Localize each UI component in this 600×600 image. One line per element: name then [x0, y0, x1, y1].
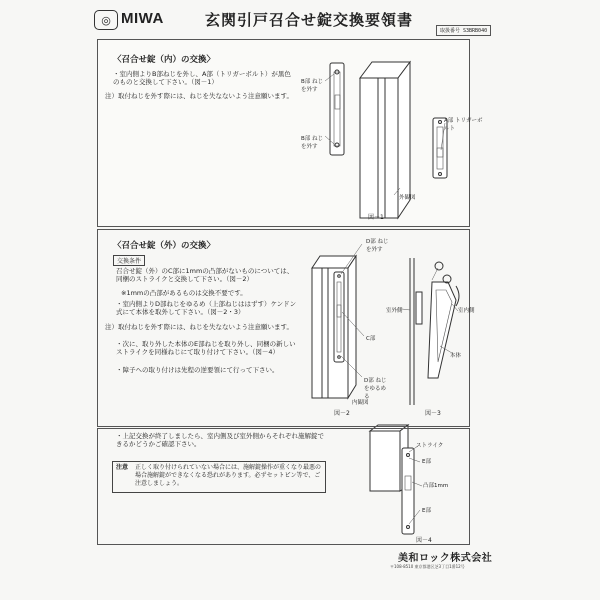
section1-step: ・室内側よりB部ねじを外し、A部（トリガーボルト）が黒色のものと交換して下さい。（図－1） [113, 70, 291, 87]
document-code: 取扱番号 S3BRB040 [436, 25, 491, 36]
label-inside-view: 内観図 [352, 400, 369, 406]
label-indoor: 室内側 [458, 308, 475, 314]
label-b-top: B部 ねじを外す [301, 79, 324, 93]
miwa-logo-icon: ◎ [94, 10, 118, 30]
company-address: 〒108-8510 東京都港区芝3丁目1番12号 [390, 564, 465, 569]
figure1-caption: 図－1 [368, 214, 384, 221]
section2-step2: ・次に、取り外した本体のE部ねじを取り外し、同梱の新しいストライクを同様ねじにて取り付けて下さい。（図－4） [116, 340, 296, 357]
section1-note: 注）取付ねじを外す際には、ねじを失なないよう注意願います。 [105, 92, 293, 100]
label-protrusion: 凸部1mm [423, 483, 449, 489]
label-a-trigger: A部 トリガーボルト [444, 118, 483, 132]
condition-tag: 交換条件 [113, 255, 145, 266]
section2-step1: ・室内側よりD部ねじをゆるめ（上部ねじははずす）ケンドン式にて本体を取外して下さい。（図－2・3） [116, 300, 297, 317]
label-e-top: E部 [422, 459, 431, 465]
label-d-top: D部 ねじを外す [366, 239, 389, 253]
label-strike: ストライク [416, 443, 444, 449]
label-outdoor: 室外側 [386, 308, 403, 314]
company-name: 美和ロック株式会社 [398, 553, 493, 564]
section3-step: ・上記交換が終了しましたら、室内側及び室外側からそれぞれ施解錠できるかどうかご確認下さい。 [116, 432, 324, 449]
figure2-caption: 図－2 [334, 410, 350, 417]
label-body: 本体 [450, 353, 462, 359]
section2-condition: 召合せ錠（外）のC部に1mmの凸部がないものについては、同梱のストライクと交換して下さい。（図－2） [116, 267, 294, 284]
section2-step3: ・障子への取り付けは先程の逆要領にて行って下さい。 [116, 366, 279, 374]
label-d-bottom: D部 ねじをゆるめる [364, 378, 387, 400]
brand-name: MIWA [121, 10, 164, 27]
figure4-caption: 図－4 [416, 537, 432, 544]
caution-text: 正しく取り付けられていない場合には、施解錠操作が重くなり最悪の場合施解錠ができなくなる恐れがあります。必ずセットピン等で、ご注意しましょう。 [135, 464, 322, 487]
figure3-caption: 図－3 [425, 410, 441, 417]
section2-heading: 〈召合せ錠（外）の交換〉 [113, 241, 216, 251]
label-b-bottom: B部 ねじを外す [301, 136, 324, 150]
label-outside-view: 外観図 [399, 195, 416, 201]
section1-heading: 〈召合せ錠（内）の交換〉 [113, 55, 216, 65]
page-title: 玄関引戸召合せ錠交換要領書 [205, 11, 414, 29]
label-e-bottom: E部 [422, 508, 431, 514]
caution-label: 注意 [116, 464, 129, 471]
section2-condition-note: ※1mmの凸部があるものは交換不要です。 [121, 289, 247, 297]
label-c: C部 [366, 336, 376, 342]
caution-box [112, 461, 326, 493]
section2-note: 注）取付ねじを外す際には、ねじを失なないよう注意願います。 [105, 323, 293, 331]
